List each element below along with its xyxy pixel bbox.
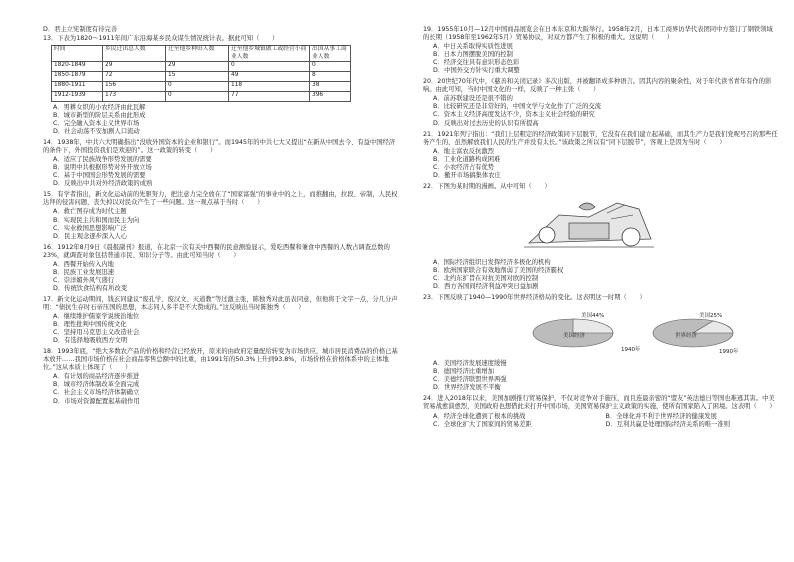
option-c: C．崇洋媚外风气盛行 [53, 276, 115, 284]
question-22 [423, 183, 778, 291]
pie2-value: 美国25% [699, 313, 723, 320]
table-header: 时间 [52, 46, 103, 62]
option-a: A．继续维护儒家学说统治地位 [53, 313, 140, 321]
option-c: C．北约东扩旨在对抗美国对欧的控制 [433, 275, 539, 283]
option-d: D．市场对资源配置起基础作用 [53, 397, 140, 405]
option-a: A．经济全球化遭到了根本的挑战 [433, 412, 526, 420]
table-cell: 15 [166, 71, 229, 81]
pie-1990 [653, 311, 739, 355]
option-b: B．德国经济比重增加 [433, 368, 494, 376]
q13-table [51, 45, 351, 102]
left-column [43, 26, 398, 409]
table-cell: 29 [103, 61, 166, 71]
option-c: C．实业救国思想影响广泛 [53, 224, 127, 232]
option-c: C．基于中国国会形势发展的需要 [53, 172, 146, 180]
table-cell: 0 [310, 61, 351, 71]
cartoon-illustration [519, 195, 659, 253]
q12-option-d: D．君主立宪制度有待完善 [43, 26, 118, 33]
question-24 [423, 395, 778, 428]
pie-chart-figure [523, 305, 743, 355]
table-cell: 156 [103, 81, 166, 91]
q20-stem: 20．20世纪70年代中，《慈善和关闭记录》多次出版，并被翻译成多种语言。因其内容的聚余性，对于年代读书青年有作的影响。由此可知，当时中国文化的一样，反映了一种主张（ ） [423, 78, 772, 94]
question-16 [43, 244, 398, 293]
option-d: D．反映出对过去历史的认识有所提高 [433, 119, 539, 127]
table-header: 乡民迁出总人数 [103, 46, 166, 62]
option-d: D．撤开市场搞集体农庄 [433, 171, 501, 179]
q13-stem: 13．下表为1820～1911年间广东沿海某乡民众谋生情况统计表。据此可知（ ） [43, 35, 279, 43]
option-d: D．中国外交方针实行重大调整 [433, 67, 520, 75]
option-b: B．说明中共根据形势对外开放立场 [53, 164, 152, 172]
table-cell: 0 [229, 61, 310, 71]
table-cell: 1912-1939 [52, 91, 103, 101]
q23-stem: 23．下图反映了1940—1990年世界经济格局的变化。这表明这一时期（ ） [423, 294, 646, 302]
option-c: C．坚持用马克思主义改造社会 [53, 329, 140, 337]
option-b: B．工业化道路构成困难 [433, 155, 501, 163]
question-15 [43, 191, 398, 240]
question-17 [43, 296, 398, 345]
pie1-label: 美国经济 [563, 333, 586, 340]
option-a: A．男耕女织的小农经济由此瓦解 [53, 103, 146, 111]
q22-stem: 22．下图为某时期的漫画。从中可知（ ） [423, 182, 551, 190]
q14-stem: 14．1938年，中共六大明确指出“没收外国资本的企业和银行”。而1945年的中共七大又提出“在新从中国去今、有益中国经济的条件下，外国投资我们是欢迎的”。这一政策的转变（ ） [43, 139, 396, 155]
option-d: D．民主观念逐步深入人心 [53, 232, 128, 240]
table-row [52, 61, 351, 71]
q15-stem: 15．有学者指出，新文化运动前的先驱努力，把注意力完全放在了“国家富强”的事业中的之上，而推翻由，拉段、帝制，人民权达拜的侵害问题，丧失掉以对民众产生了一些问题。这一观点基于当时（ ） [43, 191, 398, 207]
option-b: B．民族工业发展迅速 [53, 268, 114, 276]
table-header-row [52, 46, 351, 62]
year-1990: 1990年 [719, 349, 739, 356]
pie1-value: 美国44% [581, 313, 605, 320]
q17-stem: 17．新文化运动期间，钱玄同建议“废孔学、废汉文、灭道教”等过激主张，陈独秀对此虽表同意，但他将于文字一点，分几分声明：“债抗生存时石帝压国的思想，本志同人多半是不大赞成的。”这反映出当时陈独秀（ ） [43, 295, 398, 311]
q16-stem: 16．1912年8月9日《晨报副刊》报道，在北京一次有关中西餐的民意测验显示，爱吃西餐和兼食中西餐的人数占调查总数的23%，就调查对象包括普通市民、知识分子等。由此可知当时（ ） [43, 243, 390, 259]
table-header: 出国从事工商业人数 [310, 46, 351, 62]
option-c: C．全球化扩大了国家间的贸易差距 [433, 420, 532, 428]
option-c: C．美德经济联盟世界两强 [433, 376, 507, 384]
option-a: A．美国经济发展速度缓慢 [433, 360, 507, 368]
table-row [52, 71, 351, 81]
option-d: D．有选择地吸收西方文明 [53, 337, 128, 345]
question-21 [423, 131, 778, 180]
option-d: D．西方各国间经济利益冲突日益加剧 [433, 283, 539, 291]
table-cell: 29 [166, 61, 229, 71]
question-18 [43, 348, 398, 405]
option-b: B．日本力图摆脱美国的控制 [433, 51, 513, 59]
table-cell: 77 [229, 91, 310, 101]
option-d: D．传统饮食结构有所改变 [53, 284, 128, 292]
option-b: B．城市经济体制改革全面完成 [53, 381, 140, 389]
table-cell: 1880-1911 [52, 81, 103, 91]
table-cell: 38 [310, 81, 351, 91]
option-d: D．世界经济发展不平衡 [433, 384, 501, 392]
table-cell: 1820-1849 [52, 61, 103, 71]
option-a: A．救亡图存成为时代主题 [53, 208, 127, 216]
table-header: 迁至他乡种田人数 [166, 46, 229, 62]
right-column [423, 26, 778, 432]
option-c: C．社会主义市场经济体制确立 [53, 389, 140, 397]
option-d: D．互利共赢是处理国际经济关系的唯一准则 [605, 420, 730, 428]
table-cell: 72 [103, 71, 166, 81]
pie2-label: 世界经济 [675, 333, 698, 340]
question-23 [423, 294, 778, 392]
table-cell: 8 [310, 71, 351, 81]
option-a: A．有计划的商品经济逐步推进 [53, 373, 140, 381]
option-b: B．全球化并不利于世界经济的健康发展 [605, 412, 717, 420]
question-14 [43, 139, 398, 188]
table-row [52, 81, 351, 91]
option-d: D．社会动荡不安加剧人口流动 [53, 128, 140, 136]
table-row [52, 91, 351, 101]
option-a: A．前苏联建设还是很不错的 [433, 95, 513, 103]
option-b: B．比较研究还是非常好的，中国文学与文化作了广泛的交流 [433, 103, 602, 111]
option-b: B．城市新型的阶层关系由此形成 [53, 111, 146, 119]
option-a: A．国际经济组织日发挥经济多极化的机构 [433, 258, 551, 266]
option-d: D．反映出中共对外经济政策的成熟 [53, 180, 153, 188]
option-a: A．地主富农反抗激烈 [433, 147, 494, 155]
table-cell: 1850-1879 [52, 71, 103, 81]
option-c: C．小农经济占有优势 [433, 163, 495, 171]
table-cell: 0 [166, 81, 229, 91]
q24-stem: 24．进入2018年以来，美国加剧推行贸易保护，不仅对竞争对手施压，而且连最亲密的“盟友”英法德日等国也难逃其害。中美贸易战愈演愈烈，美国政府也想借此来打开中国市场，美国贸易保护主义政策的实施，使所有国家陷入了困境。这表明（ ） [423, 395, 776, 411]
option-c: C．完全融入资本主义世界市场 [53, 120, 140, 127]
question-20 [423, 78, 778, 127]
option-a: A．西餐开始传入内地 [53, 260, 114, 268]
option-c: C．经济交往具有意识形态色彩 [433, 59, 520, 67]
table-cell: 0 [166, 91, 229, 101]
option-b: B．实现民主共和国而民主为向 [53, 216, 140, 224]
option-b: B．欧洲国家联合有效地削弱了美国的经济霸权 [433, 266, 564, 274]
option-a: A．适应了民族战争形势发展的需要 [53, 156, 152, 164]
table-cell: 49 [229, 71, 310, 81]
q18-stem: 18．1993年底，“绝大多数农产品的价格和经营已经放开，原来的由政府定量配给转变为市场供应，城市居民消费品的价格已基本放开……我国市场价格在社会商品零售总额中的比重，由1991年的50.3%上升到93.8%，市场价格在价格体系中的主体地位。”这从本质上体现了（ ） [43, 348, 398, 372]
q21-stem: 21．1921年列宁指出：“我们上层粗定的经济政策同下层脱节，它没有在我们建立起基础，而其生产力是我们党呢号召的那些任务产生的，虽然解放我们人民的生产并没有太长。”该政策之所以有“同下层脱节”，客观上是因为当时（ ） [423, 130, 778, 146]
option-c: C．资本主义经济高度发达不少，资本主义社会经验的研究 [433, 111, 595, 119]
table-cell: 118 [229, 81, 310, 91]
option-b: B．理性批判中国传统文化 [53, 321, 127, 329]
year-1940: 1940年 [621, 347, 641, 354]
option-a: A．中日关系取得实质性进展 [433, 43, 513, 51]
q19-stem: 19．1955年10月—12月中国商品展览会在日本东京和大阪举行。1958年2月，日本工商界访华代表团同中方签订了钢铁领域的长期（1958年至1962年5月）贸易协议，对双方都产生了积极的重大。这说明（ ） [423, 26, 773, 42]
table-cell: 173 [103, 91, 166, 101]
table-header: 迁至他乡城镇做工或经营小商业人数 [229, 46, 310, 62]
q24-options [433, 413, 778, 429]
question-13 [43, 35, 398, 136]
table-cell: 396 [310, 91, 351, 101]
question-19 [423, 26, 778, 75]
pie-1940 [533, 311, 641, 353]
